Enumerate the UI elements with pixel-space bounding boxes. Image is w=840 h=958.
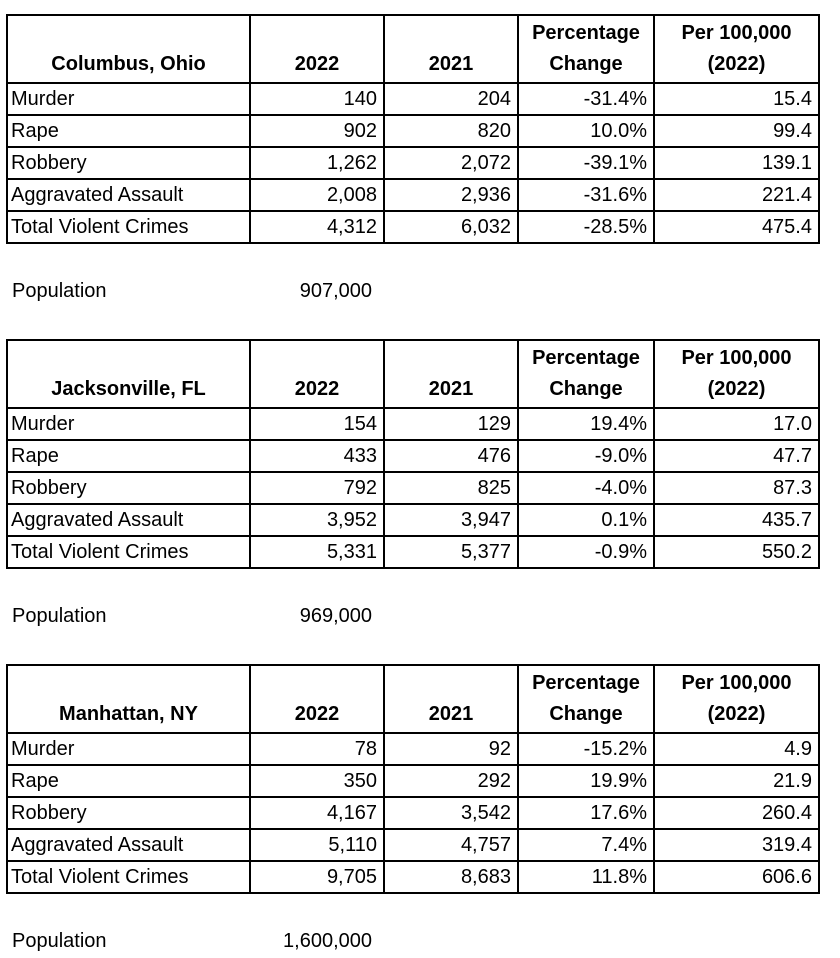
table-row	[7, 797, 819, 829]
population-row-manhattan	[12, 926, 372, 956]
table-row	[7, 765, 819, 797]
percentage-change-cell: -28.5%	[518, 211, 654, 243]
value-2021-cell: 4,757	[384, 829, 518, 861]
table-row	[7, 472, 819, 504]
per-100k-cell: 87.3	[654, 472, 819, 504]
year-2021-header: 2021	[384, 340, 518, 408]
percentage-change-cell: 17.6%	[518, 797, 654, 829]
city-table-block-columbus	[6, 14, 820, 244]
value-2022-cell: 1,262	[250, 147, 384, 179]
crime-table-manhattan	[6, 664, 820, 894]
value-2021-cell: 3,542	[384, 797, 518, 829]
population-value: 907,000	[299, 280, 372, 302]
percentage-change-cell: 19.4%	[518, 408, 654, 440]
value-2021-cell: 825	[384, 472, 518, 504]
value-2021-cell: 476	[384, 440, 518, 472]
per-100k-cell: 221.4	[654, 179, 819, 211]
crime-type-cell: Robbery	[7, 147, 250, 179]
percentage-change-header: Percentage Change	[518, 15, 654, 83]
per-100k-cell: 4.9	[654, 733, 819, 765]
value-2021-cell: 2,936	[384, 179, 518, 211]
percentage-change-header: Percentage Change	[518, 665, 654, 733]
percentage-change-cell: -9.0%	[518, 440, 654, 472]
population-label: Population	[12, 605, 107, 627]
per-100k-cell: 435.7	[654, 504, 819, 536]
per-100k-cell: 47.7	[654, 440, 819, 472]
crime-type-cell: Murder	[7, 408, 250, 440]
per-100k-cell: 475.4	[654, 211, 819, 243]
year-2021-header: 2021	[384, 15, 518, 83]
value-2022-cell: 902	[250, 115, 384, 147]
value-2021-cell: 129	[384, 408, 518, 440]
population-row-jacksonville	[12, 601, 372, 631]
city-name-header: Columbus, Ohio	[7, 15, 250, 83]
year-2022-header: 2022	[250, 15, 384, 83]
crime-table-columbus	[6, 14, 820, 244]
crime-type-cell: Murder	[7, 83, 250, 115]
value-2022-cell: 78	[250, 733, 384, 765]
percentage-change-cell: -0.9%	[518, 536, 654, 568]
per-100k-cell: 319.4	[654, 829, 819, 861]
crime-type-cell: Aggravated Assault	[7, 179, 250, 211]
table-header-row	[7, 665, 819, 733]
percentage-change-cell: -31.6%	[518, 179, 654, 211]
value-2022-cell: 350	[250, 765, 384, 797]
table-header-row	[7, 340, 819, 408]
per-100k-cell: 606.6	[654, 861, 819, 893]
population-value: 1,600,000	[283, 930, 372, 952]
value-2022-cell: 2,008	[250, 179, 384, 211]
table-row	[7, 408, 819, 440]
value-2021-cell: 5,377	[384, 536, 518, 568]
crime-type-cell: Murder	[7, 733, 250, 765]
per-100k-cell: 99.4	[654, 115, 819, 147]
value-2022-cell: 792	[250, 472, 384, 504]
percentage-change-cell: -39.1%	[518, 147, 654, 179]
percentage-change-cell: 19.9%	[518, 765, 654, 797]
crime-table-jacksonville	[6, 339, 820, 569]
percentage-change-cell: 7.4%	[518, 829, 654, 861]
per-100k-cell: 21.9	[654, 765, 819, 797]
value-2022-cell: 5,331	[250, 536, 384, 568]
table-row	[7, 83, 819, 115]
city-name-header: Manhattan, NY	[7, 665, 250, 733]
population-value: 969,000	[299, 605, 372, 627]
crime-type-cell: Total Violent Crimes	[7, 861, 250, 893]
percentage-change-cell: -4.0%	[518, 472, 654, 504]
value-2022-cell: 4,312	[250, 211, 384, 243]
population-label: Population	[12, 280, 107, 302]
crime-type-cell: Aggravated Assault	[7, 504, 250, 536]
value-2021-cell: 292	[384, 765, 518, 797]
per-100k-cell: 15.4	[654, 83, 819, 115]
year-2022-header: 2022	[250, 665, 384, 733]
crime-type-cell: Robbery	[7, 472, 250, 504]
percentage-change-header: Percentage Change	[518, 340, 654, 408]
value-2021-cell: 204	[384, 83, 518, 115]
crime-type-cell: Total Violent Crimes	[7, 211, 250, 243]
percentage-change-cell: 11.8%	[518, 861, 654, 893]
value-2021-cell: 3,947	[384, 504, 518, 536]
value-2022-cell: 3,952	[250, 504, 384, 536]
city-table-block-jacksonville	[6, 339, 820, 569]
city-name-header: Jacksonville, FL	[7, 340, 250, 408]
value-2021-cell: 8,683	[384, 861, 518, 893]
per-100k-cell: 550.2	[654, 536, 819, 568]
table-header-row	[7, 15, 819, 83]
percentage-change-cell: -15.2%	[518, 733, 654, 765]
year-2022-header: 2022	[250, 340, 384, 408]
per-100k-header: Per 100,000 (2022)	[654, 15, 819, 83]
value-2021-cell: 820	[384, 115, 518, 147]
value-2022-cell: 433	[250, 440, 384, 472]
per-100k-header: Per 100,000 (2022)	[654, 340, 819, 408]
table-row	[7, 115, 819, 147]
table-row	[7, 147, 819, 179]
table-row	[7, 179, 819, 211]
per-100k-cell: 139.1	[654, 147, 819, 179]
crime-type-cell: Robbery	[7, 797, 250, 829]
value-2022-cell: 4,167	[250, 797, 384, 829]
per-100k-header: Per 100,000 (2022)	[654, 665, 819, 733]
per-100k-cell: 17.0	[654, 408, 819, 440]
table-row	[7, 861, 819, 893]
value-2022-cell: 154	[250, 408, 384, 440]
table-row	[7, 440, 819, 472]
table-row	[7, 211, 819, 243]
value-2021-cell: 2,072	[384, 147, 518, 179]
table-row	[7, 504, 819, 536]
crime-type-cell: Aggravated Assault	[7, 829, 250, 861]
percentage-change-cell: 10.0%	[518, 115, 654, 147]
percentage-change-cell: 0.1%	[518, 504, 654, 536]
city-table-block-manhattan	[6, 664, 820, 894]
table-row	[7, 733, 819, 765]
population-label: Population	[12, 930, 107, 952]
year-2021-header: 2021	[384, 665, 518, 733]
crime-type-cell: Rape	[7, 440, 250, 472]
population-row-columbus	[12, 276, 372, 306]
crime-type-cell: Total Violent Crimes	[7, 536, 250, 568]
table-row	[7, 536, 819, 568]
value-2021-cell: 6,032	[384, 211, 518, 243]
table-row	[7, 829, 819, 861]
value-2022-cell: 5,110	[250, 829, 384, 861]
percentage-change-cell: -31.4%	[518, 83, 654, 115]
crime-type-cell: Rape	[7, 115, 250, 147]
value-2022-cell: 9,705	[250, 861, 384, 893]
per-100k-cell: 260.4	[654, 797, 819, 829]
value-2021-cell: 92	[384, 733, 518, 765]
value-2022-cell: 140	[250, 83, 384, 115]
crime-type-cell: Rape	[7, 765, 250, 797]
